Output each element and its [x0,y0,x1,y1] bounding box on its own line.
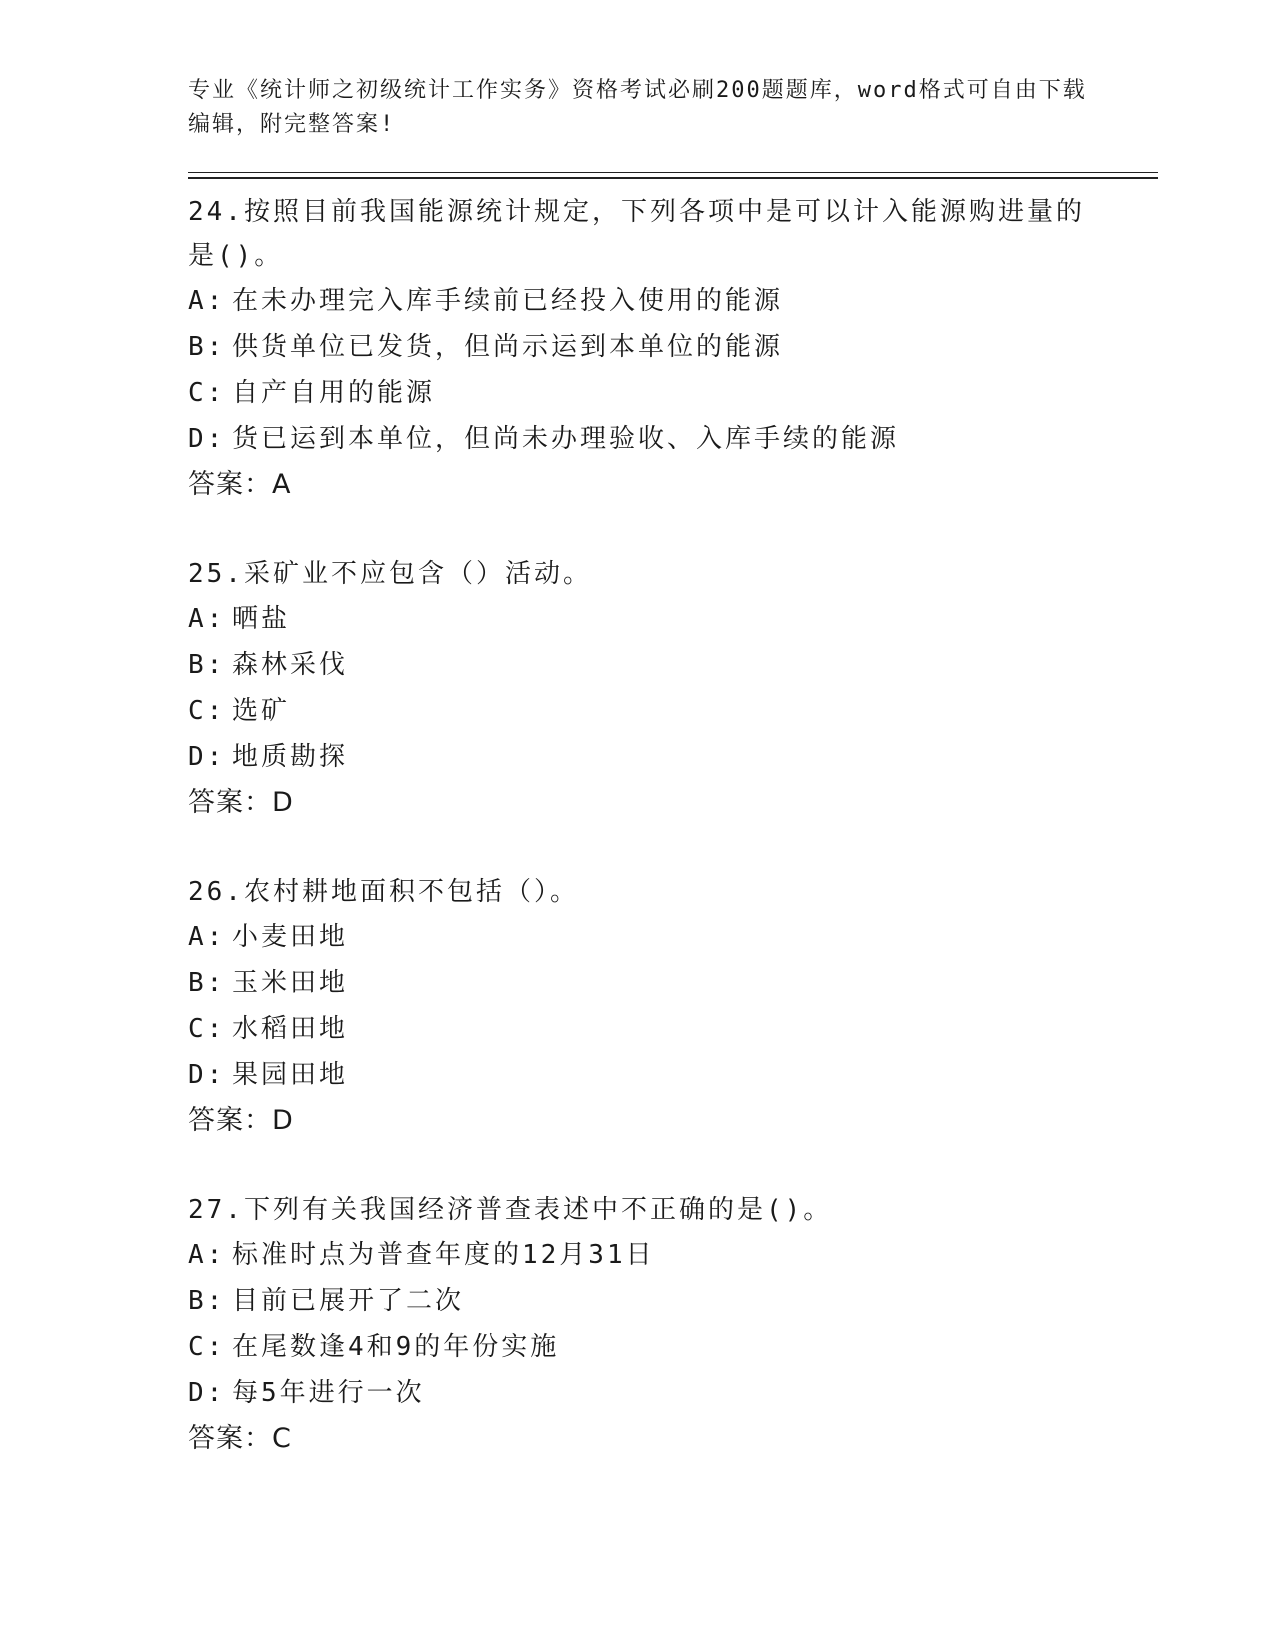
option-text: 森林采伐 [232,650,349,680]
question-list [188,190,1108,1506]
option-d [188,1370,1108,1416]
question-stem: 27.下列有关我国经济普查表述中不正确的是()。 [188,1195,833,1225]
option-text: 每5年进行一次 [232,1378,425,1408]
option-letter: A: [188,604,226,634]
option-text: 果园田地 [232,1060,349,1090]
option-c [188,1006,1108,1052]
option-text: 晒盐 [232,604,291,634]
option-letter: C: [188,1014,226,1044]
option-c [188,370,1108,416]
option-a [188,914,1108,960]
option-text: 水稻田地 [232,1014,349,1044]
option-text: 自产自用的能源 [232,378,436,408]
option-letter: D: [188,1060,226,1090]
option-text: 玉米田地 [232,968,349,998]
option-letter: C: [188,378,226,408]
header-divider-bottom [188,177,1158,179]
option-letter: C: [188,696,226,726]
answer-line: 答案：A [188,469,292,500]
option-text: 选矿 [232,696,291,726]
option-text: 标准时点为普查年度的12月31日 [232,1240,655,1270]
option-a [188,278,1108,324]
option-letter: A: [188,922,226,952]
option-a [188,1232,1108,1278]
option-text: 在尾数逢4和9的年份实施 [232,1332,560,1362]
answer-line: 答案：D [188,787,294,818]
option-letter: C: [188,1332,226,1362]
option-c [188,1324,1108,1370]
option-letter: B: [188,650,226,680]
header-divider-top [188,172,1158,173]
option-b [188,324,1108,370]
option-text: 地质勘探 [232,742,349,772]
option-text: 目前已展开了二次 [232,1286,465,1316]
question-stem: 25.采矿业不应包含（）活动。 [188,559,592,589]
question-25 [188,552,1108,826]
question-27 [188,1188,1108,1462]
question-26 [188,870,1108,1144]
option-letter: B: [188,968,226,998]
answer-line: 答案：C [188,1423,292,1454]
question-stem: 24.按照目前我国能源统计规定，下列各项中是可以计入能源购进量的是()。 [188,197,1085,271]
option-b [188,1278,1108,1324]
answer-line: 答案：D [188,1105,294,1136]
option-d [188,416,1108,462]
option-text: 在未办理完入库手续前已经投入使用的能源 [232,286,784,316]
option-a [188,596,1108,642]
option-c [188,688,1108,734]
option-letter: A: [188,1240,226,1270]
option-letter: D: [188,424,226,454]
document-header [188,74,1088,142]
option-letter: A: [188,286,226,316]
option-d [188,1052,1108,1098]
question-stem: 26.农村耕地面积不包括（）。 [188,877,579,907]
option-b [188,642,1108,688]
option-b [188,960,1108,1006]
option-text: 小麦田地 [232,922,349,952]
option-text: 供货单位已发货，但尚示运到本单位的能源 [232,332,784,362]
option-d [188,734,1108,780]
option-letter: D: [188,742,226,772]
question-24 [188,190,1108,508]
option-letter: B: [188,332,226,362]
option-letter: B: [188,1286,226,1316]
option-letter: D: [188,1378,226,1408]
option-text: 货已运到本单位，但尚未办理验收、入库手续的能源 [232,424,900,454]
header-title: 专业《统计师之初级统计工作实务》资格考试必刷200题题库，word格式可自由下载编辑，附完整答案! [188,78,1087,137]
